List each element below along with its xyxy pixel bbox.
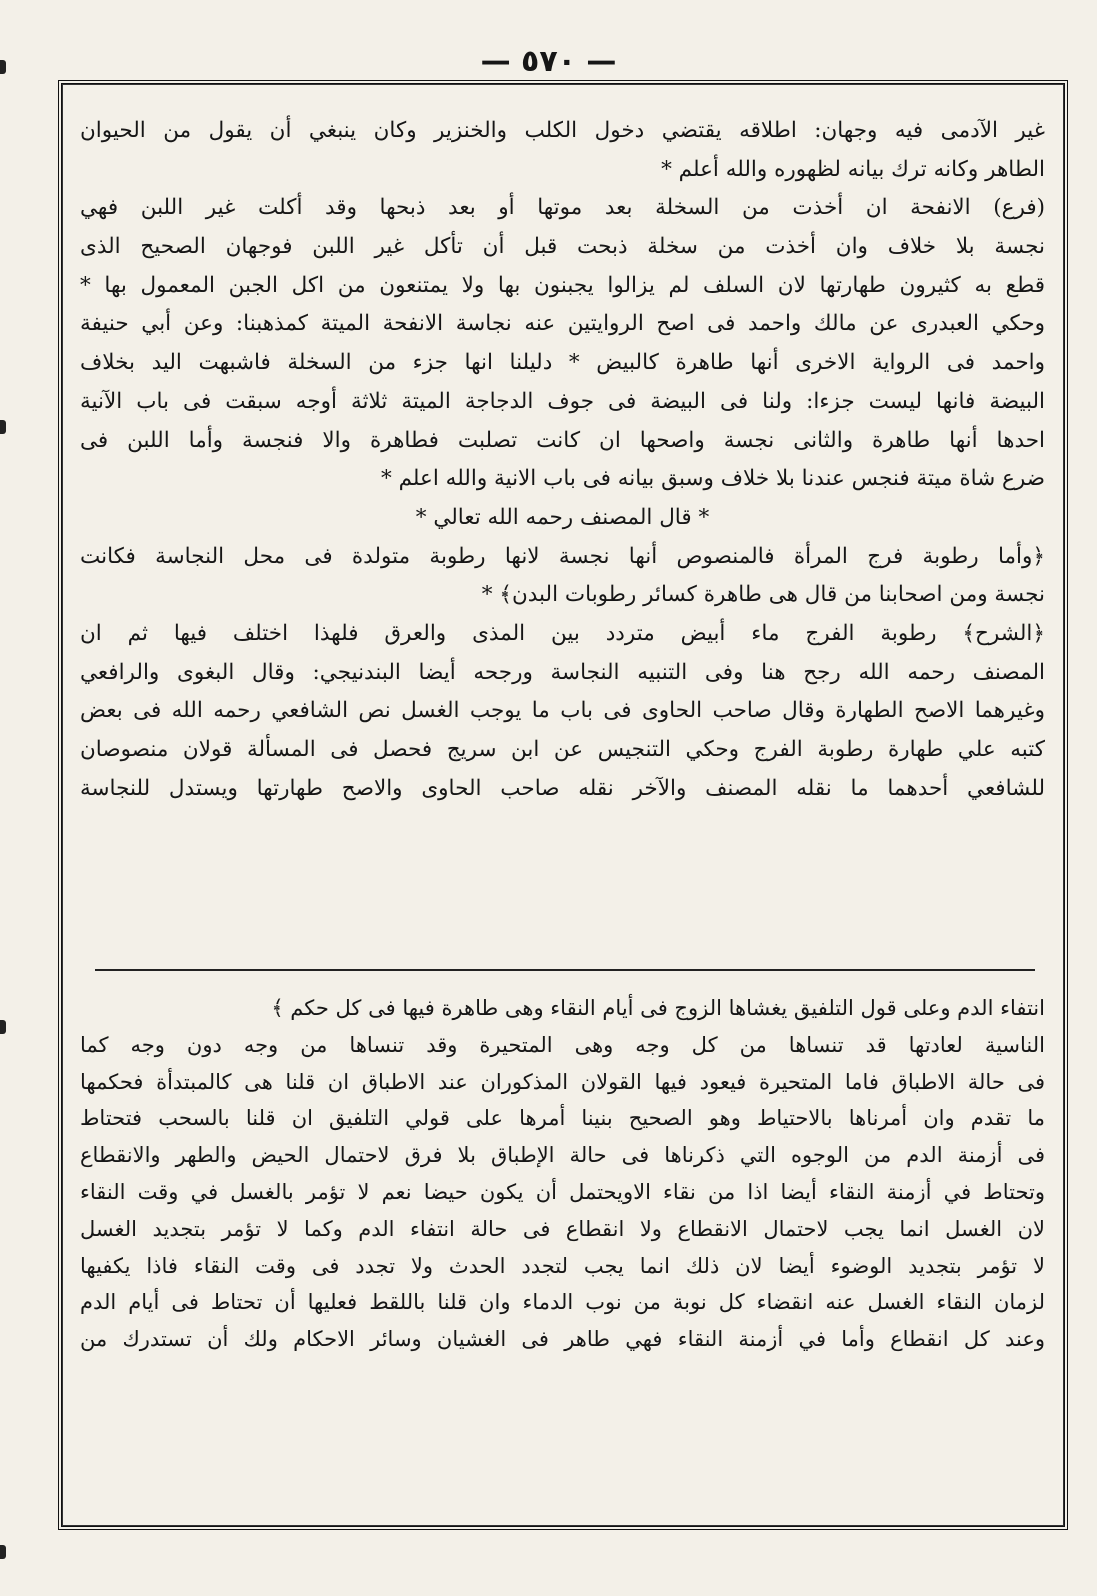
text-line: فى حالة الاطباق فاما المتحيرة فيعود فيها القولان المذكوران عند الاطباق ان قلنا هى كالمبتدأة فحكمها [80, 1069, 1045, 1094]
text-line: الطاهر وكانه ترك بيانه لظهوره والله أعلم * [661, 156, 1045, 182]
text-line: لزمان النقاء الغسل عنه انقضاء كل نوبة من نوب الدماء وان قلنا باللقط فعليها أن تحتاط فى أيام الدم [80, 1290, 1045, 1315]
text-line: ضرع شاة ميتة فنجس عندنا بلا خلاف وسبق بيانه فى باب الانية والله اعلم * [381, 466, 1045, 492]
text-line: نجسة بلا خلاف وان أخذت من سخلة ذبحت قبل أن تأكل غير اللبن فوجهان الصحيح الذى [80, 234, 1045, 260]
text-line: ﴿الشرح﴾ رطوبة الفرج ماء أبيض متردد بين المذى والعرق فلهذا اختلف فيها ثم ان [80, 620, 1045, 646]
text-line: انتفاء الدم وعلى قول التلفيق يغشاها الزوج فى أيام النقاء وهى طاهرة فيها فى كل حكم ﴾ [271, 996, 1045, 1020]
lower-text-section [80, 990, 1045, 1515]
text-line: وتحتاط في أزمنة النقاء أيضا اذا من نقاء الاويحتمل أن يكون حيضا نعم لا تؤمر بالغسل في وقت النقاء [80, 1179, 1045, 1204]
text-line: غير الآدمى فيه وجهان: اطلاقه يقتضي دخول الكلب والخنزير وكان ينبغي أن يقول من الحيوان [80, 118, 1045, 143]
text-line: كتبه علي طهارة رطوبة الفرج وحكي التنجيس عن ابن سريج فحصل فى المسألة قولان منصوصان [80, 737, 1045, 762]
text-line: الناسية لعادتها قد تنساها من كل وجه وهى المتحيرة وقد تنساها من وجه دون وجه كما [80, 1032, 1045, 1057]
binding-mark [0, 420, 6, 434]
section-heading: * قال المصنف رحمه الله تعالي * [415, 504, 710, 530]
text-line: للشافعي أحدهما ما نقله المصنف والآخر نقله صاحب الحاوى والاصح طهارتها ويستدل للنجاسة [80, 775, 1045, 801]
main-text-section [80, 112, 1045, 964]
text-line: وغيرهما الاصح الطهارة وقال صاحب الحاوى فى باب ما يوجب الغسل نص الشافعي رحمه الله فى بعض [80, 698, 1045, 724]
section-divider [95, 969, 1035, 971]
binding-mark [0, 1545, 6, 1559]
text-line: لا تؤمر بتجديد الوضوء أيضا لان ذلك انما يجب لتجدد الحدث ولا تجدد فى وقت النقاء فاذا يكفيها [80, 1253, 1045, 1278]
text-line: قطع به كثيرون طهارتها لان السلف لم يزالوا يجبنون بها ولا يمتنعون من اكل الجبن المعمول بها * [80, 272, 1045, 298]
text-line: وعند كل انقطاع وأما في أزمنة النقاء فهي طاهر فى الغشيان وسائر الاحكام ولك أن تستدرك من [80, 1327, 1045, 1352]
binding-edge-marks [0, 0, 8, 1596]
binding-mark [0, 1020, 6, 1034]
text-line: لان الغسل انما يجب لاحتمال الانقطاع ولا انقطاع فى حالة انتفاء الدم وكما لا تؤمر بتجديد الغسل [80, 1216, 1045, 1241]
text-line: احدها أنها طاهرة والثانى نجسة واصحها ان كانت تصلبت فطاهرة والا فنجسة وأما اللبن فى [80, 427, 1045, 453]
text-line: وحكي العبدرى عن مالك واحمد فى اصح الروايتين عنه نجاسة الانفحة الميتة كمذهبنا: وعن أبي حنيفة [80, 311, 1045, 337]
text-line: ﴿وأما رطوبة فرج المرأة فالمنصوص أنها نجسة لانها رطوبة متولدة فى محل النجاسة فكانت [80, 543, 1045, 569]
text-line: ما تقدم وان أمرناها بالاحتياط وهو الصحيح بنينا أمرها على قولي التلفيق ان قلنا بالسحب فتحتاط [80, 1106, 1045, 1131]
text-line: البيضة فانها ليست جزءا: ولنا فى البيضة فى جوف الدجاجة الميتة ثلاثة أوجه سبقت فى باب الآنية [80, 388, 1045, 414]
text-line: المصنف رحمه الله رجح هنا وفى التنبيه النجاسة ورجحه أيضا البندنيجي: وقال البغوى والرافعي [80, 659, 1045, 685]
text-line: فى أزمنة الدم من الوجوه التي ذكرناها فى حالة الإطباق بلا فرق لاحتمال الحيض والطهر والانقطاع [80, 1143, 1045, 1168]
text-line: (فرع) الانفحة ان أخذت من السخلة بعد موتها أو بعد ذبحها وقد أكلت غير اللبن فهي [80, 195, 1045, 221]
page-number: — ٥٧٠ — [480, 44, 617, 79]
text-line: نجسة ومن اصحابنا من قال هى طاهرة كسائر رطوبات البدن﴾ * [481, 582, 1045, 608]
text-line: واحمد فى الرواية الاخرى أنها طاهرة كالبيض * دليلنا انها جزء من السخلة فاشبهت اليد بخلاف [80, 350, 1045, 376]
